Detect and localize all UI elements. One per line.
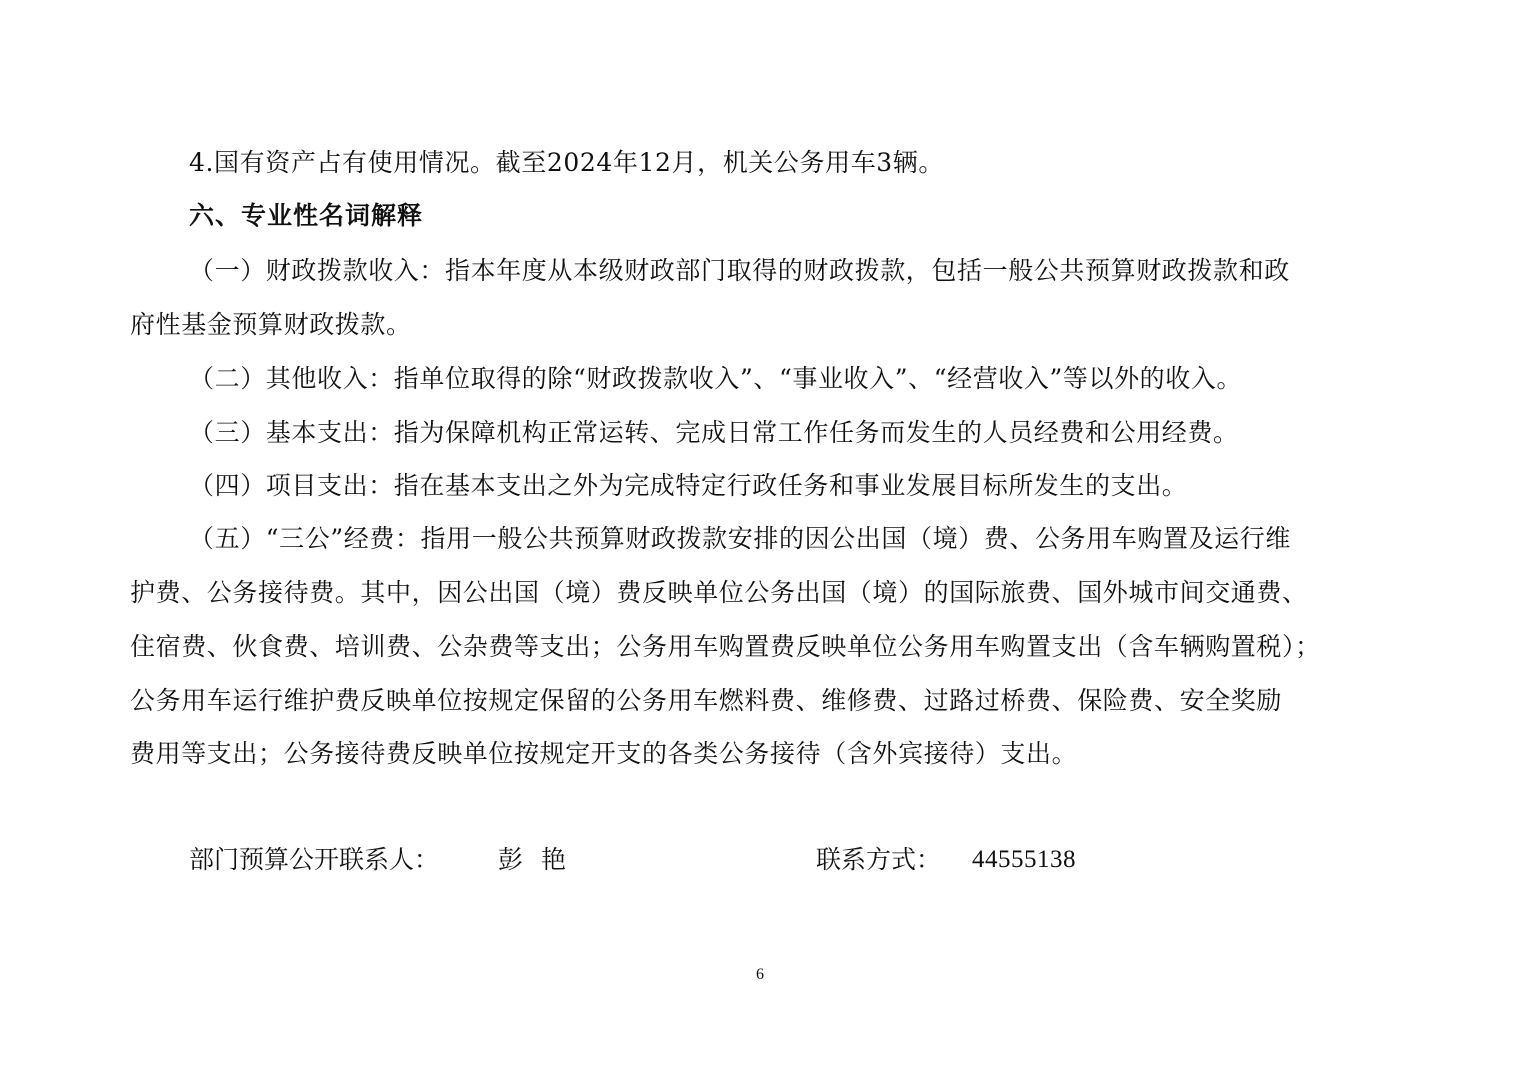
- item-4-assets: 4.国有资产占有使用情况。截至2024年12月，机关公务用车3辆。: [189, 148, 944, 177]
- definition-4: （四）项目支出：指在基本支出之外为完成特定行政任务和事业发展目标所发生的支出。: [189, 471, 1188, 500]
- definition-5-line-1: （五）“三公”经费：指用一般公共预算财政拨款安排的因公出国（境）费、公务用车购置及运行维: [189, 524, 1291, 553]
- page-number: 6: [756, 966, 764, 983]
- definition-1-line-1: （一）财政拨款收入：指本年度从本级财政部门取得的财政拨款，包括一般公共预算财政拨款和政: [189, 256, 1290, 285]
- contact-person-label: 部门预算公开联系人：: [189, 845, 440, 874]
- contact-phone-value: 44555138: [972, 846, 1076, 873]
- definition-5-line-3: 住宿费、伙食费、培训费、公杂费等支出；公务用车购置费反映单位公务用车购置支出（含车辆购置税）；: [130, 632, 1321, 661]
- definition-2: （二）其他收入：指单位取得的除“财政拨款收入”、“事业收入”、“经营收入”等以外的收入。: [189, 364, 1243, 393]
- definition-1-line-2: 府性基金预算财政拨款。: [130, 310, 412, 339]
- section-heading: 六、专业性名词解释: [189, 201, 424, 230]
- contact-person-name: 彭艳: [498, 845, 585, 874]
- definition-5-line-4: 公务用车运行维护费反映单位按规定保留的公务用车燃料费、维修费、过路过桥费、保险费、安全奖励: [130, 686, 1283, 715]
- definition-5-line-5: 费用等支出；公务接待费反映单位按规定开支的各类公务接待（含外宾接待）支出。: [130, 739, 1078, 768]
- contact-phone-label: 联系方式：: [816, 845, 942, 874]
- definition-5-line-2: 护费、公务接待费。其中，因公出国（境）费反映单位公务出国（境）的国际旅费、国外城市间交通费、: [130, 578, 1308, 607]
- definition-3: （三）基本支出：指为保障机构正常运转、完成日常工作任务而发生的人员经费和公用经费。: [189, 418, 1239, 447]
